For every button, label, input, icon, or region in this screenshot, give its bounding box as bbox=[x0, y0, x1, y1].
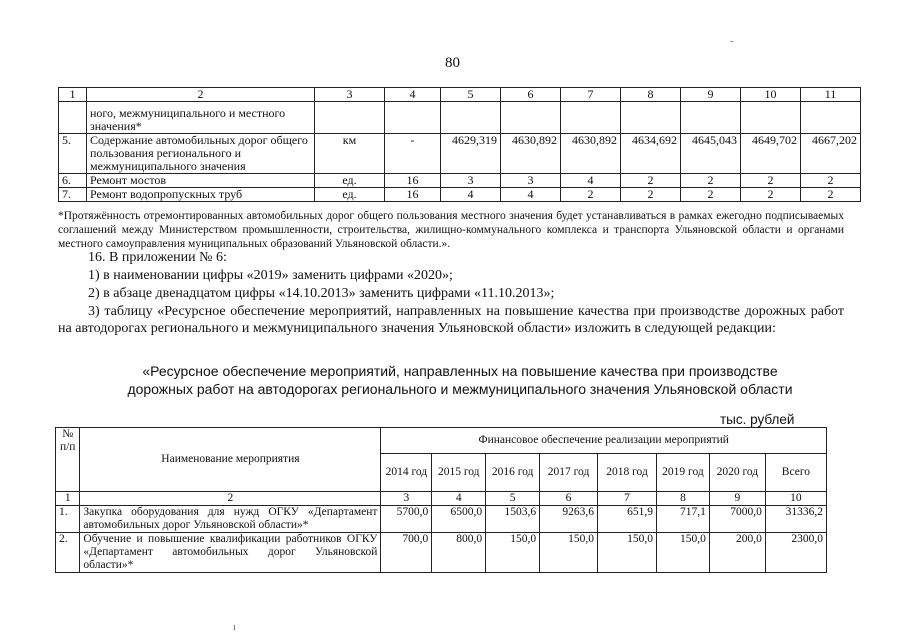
row-number: 7. bbox=[59, 188, 87, 202]
row-value: 2 bbox=[561, 188, 621, 202]
table-row bbox=[59, 188, 861, 202]
col-header-funding: Финансовое обеспечение реализации мероприятий bbox=[381, 428, 827, 454]
row-value: 7000,0 bbox=[709, 506, 765, 533]
row-value: 5700,0 bbox=[381, 506, 432, 533]
column-number: 9 bbox=[709, 492, 765, 506]
header-cell: 2 bbox=[87, 88, 315, 102]
row-value: 150,0 bbox=[486, 533, 540, 573]
row-name: Закупка оборудования для нужд ОГКУ «Департамент автомобильных дорог Ульяновской области»* bbox=[80, 506, 381, 533]
column-number: 8 bbox=[657, 492, 710, 506]
item-16-2: 2) в абзаце двенадцатом цифры «14.10.2013» заменить цифрами «11.10.2013»; bbox=[88, 286, 555, 301]
column-number: 10 bbox=[765, 492, 826, 506]
header-cell: 1 bbox=[59, 88, 87, 102]
row-value: 4645,043 bbox=[681, 134, 741, 174]
indicators-table bbox=[58, 87, 861, 202]
row-value: 200,0 bbox=[709, 533, 765, 573]
row-value: 150,0 bbox=[540, 533, 598, 573]
column-number: 2 bbox=[80, 492, 381, 506]
row-value: 2 bbox=[621, 174, 681, 188]
row-value: 700,0 bbox=[381, 533, 432, 573]
table-row bbox=[59, 174, 861, 188]
col-header-name: Наименование мероприятия bbox=[80, 428, 381, 492]
row-value: 4630,892 bbox=[561, 134, 621, 174]
table-row bbox=[59, 102, 861, 134]
row-name: Ремонт водопропускных труб bbox=[87, 188, 315, 202]
footnote: *Протяжённость отремонтированных автомобильных дорог общего пользования местного значения будет устанавливаться в рамках ежегодно подписываемых соглашений между Министерством промышленности, строительства, жилищно-коммунального комплекса и транспорта Ульяновской области и органами местного самоуправления муниципальных образований Ульяновской области.». bbox=[58, 210, 844, 250]
header-cell: 6 bbox=[501, 88, 561, 102]
scan-mark: - bbox=[730, 36, 734, 47]
units-label: тыс. рублей bbox=[720, 412, 795, 427]
row-value: 2 bbox=[801, 188, 861, 202]
row-name: ного, межмуниципального и местного значения* bbox=[87, 102, 315, 134]
header-cell: 3 bbox=[315, 88, 385, 102]
row-value: 150,0 bbox=[657, 533, 710, 573]
row-value: 16 bbox=[385, 188, 441, 202]
header-cell: 9 bbox=[681, 88, 741, 102]
page-number: 80 bbox=[445, 55, 460, 71]
header-cell: 5 bbox=[441, 88, 501, 102]
row-value: 4630,892 bbox=[501, 134, 561, 174]
header-cell: 11 bbox=[801, 88, 861, 102]
row-value: 4649,702 bbox=[741, 134, 801, 174]
row-value: 2 bbox=[681, 174, 741, 188]
scan-mark: ı bbox=[233, 622, 236, 633]
year-header: 2016 год bbox=[486, 454, 540, 492]
row-value: 16 bbox=[385, 174, 441, 188]
row-value: 4 bbox=[441, 188, 501, 202]
row-number: 2. bbox=[56, 533, 80, 573]
row-number: 6. bbox=[59, 174, 87, 188]
table-title-line2: дорожных работ на автодорогах регионального и межмуниципального значения Ульяновской области bbox=[127, 381, 793, 397]
row-unit: ед. bbox=[315, 188, 385, 202]
header-cell: 7 bbox=[561, 88, 621, 102]
row-number: 5. bbox=[59, 134, 87, 174]
column-number: 6 bbox=[540, 492, 598, 506]
item-16-3: 3) таблицу «Ресурсное обеспечение мероприятий, направленных на повышение качества при производстве дорожных работ на автодорогах регионального и межмуниципального значения Ульяновской области» изложить в следующей редакции: bbox=[58, 304, 844, 336]
row-value: 6500,0 bbox=[432, 506, 486, 533]
row-value: 2 bbox=[681, 188, 741, 202]
row-value: 2 bbox=[801, 174, 861, 188]
row-value: 717,1 bbox=[657, 506, 710, 533]
column-number: 4 bbox=[432, 492, 486, 506]
row-value: 800,0 bbox=[432, 533, 486, 573]
row-total: 31336,2 bbox=[765, 506, 826, 533]
year-header: 2017 год bbox=[540, 454, 598, 492]
row-value: 2 bbox=[741, 174, 801, 188]
row-number: 1. bbox=[56, 506, 80, 533]
row-unit: ед. bbox=[315, 174, 385, 188]
row-name: Содержание автомобильных дорог общего пользования регионального и межмуниципального значения bbox=[87, 134, 315, 174]
row-value: 4 bbox=[501, 188, 561, 202]
item-16: 16. В приложении № 6: bbox=[88, 250, 227, 265]
row-value: 9263,6 bbox=[540, 506, 598, 533]
row-total: 2300,0 bbox=[765, 533, 826, 573]
column-number: 5 bbox=[486, 492, 540, 506]
table-row bbox=[56, 506, 827, 533]
table-title-line1: «Ресурсное обеспечение мероприятий, направленных на повышение качества при производстве bbox=[142, 363, 778, 379]
column-number: 1 bbox=[56, 492, 80, 506]
row-name: Обучение и повышение квалификации работников ОГКУ «Департамент автомобильных дорог Ульяновской области»* bbox=[80, 533, 381, 573]
year-header: 2015 год bbox=[432, 454, 486, 492]
header-cell: 4 bbox=[385, 88, 441, 102]
row-value: 4667,202 bbox=[801, 134, 861, 174]
year-header: 2014 год bbox=[381, 454, 432, 492]
row-value: 3 bbox=[501, 174, 561, 188]
column-number-row bbox=[56, 492, 827, 506]
row-number bbox=[59, 102, 87, 134]
row-value: 1503,6 bbox=[486, 506, 540, 533]
row-value: - bbox=[385, 134, 441, 174]
table-title bbox=[100, 362, 820, 398]
funding-table bbox=[55, 427, 827, 573]
row-name: Ремонт мостов bbox=[87, 174, 315, 188]
header-cell: 10 bbox=[741, 88, 801, 102]
table-row bbox=[59, 134, 861, 174]
column-number: 7 bbox=[598, 492, 657, 506]
row-value: 2 bbox=[741, 188, 801, 202]
year-header: 2019 год bbox=[657, 454, 710, 492]
row-value: 150,0 bbox=[598, 533, 657, 573]
row-value: 3 bbox=[441, 174, 501, 188]
col-header-no: № п/п bbox=[56, 428, 80, 492]
column-number: 3 bbox=[381, 492, 432, 506]
total-header: Всего bbox=[765, 454, 826, 492]
year-header: 2018 год bbox=[598, 454, 657, 492]
row-unit: км bbox=[315, 134, 385, 174]
row-value: 4 bbox=[561, 174, 621, 188]
item-16-1: 1) в наименовании цифры «2019» заменить цифрами «2020»; bbox=[88, 268, 453, 283]
row-value: 4629,319 bbox=[441, 134, 501, 174]
year-header: 2020 год bbox=[709, 454, 765, 492]
table-row bbox=[56, 533, 827, 573]
header-cell: 8 bbox=[621, 88, 681, 102]
table-header-row bbox=[59, 88, 861, 102]
row-value: 651,9 bbox=[598, 506, 657, 533]
row-value: 4634,692 bbox=[621, 134, 681, 174]
row-value: 2 bbox=[621, 188, 681, 202]
